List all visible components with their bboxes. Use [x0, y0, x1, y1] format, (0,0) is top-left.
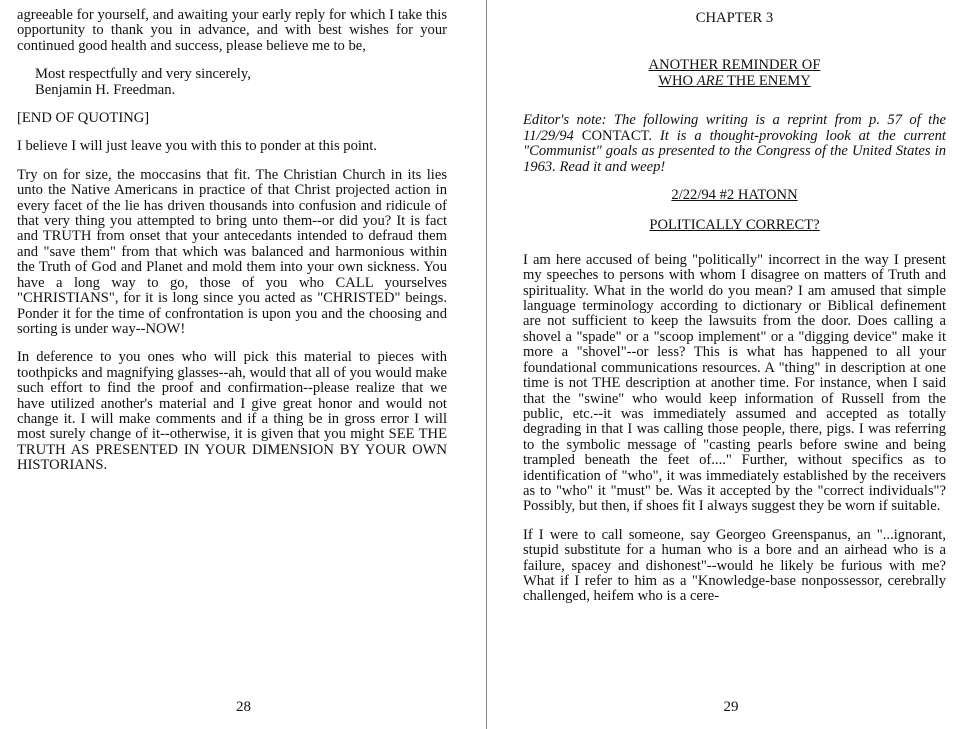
- book-gutter-divider: [486, 0, 487, 729]
- editors-note-lead: Editor's note: The following writing is a reprint from p. 57 of the 11/29/94: [523, 112, 946, 144]
- editors-note-contact: CONTACT.: [581, 127, 653, 144]
- title-who: WHO: [658, 73, 697, 90]
- editors-note-tail: It is a thought-provoking look at the current "Communist" goals as presented to the Congress of the United States in 1963. Read it and weep!: [523, 127, 946, 175]
- body-paragraph: I believe I will just leave you with this to ponder at this point.: [17, 138, 377, 155]
- signature-name: Benjamin H. Freedman.: [35, 81, 176, 98]
- title-are: ARE: [696, 73, 724, 90]
- body-paragraph: Try on for size, the moccasins that fit. The Christian Church in its lies unto the Native Americans in practice of that Christ projected action in every facet of the lie has driven thousands into confusion and ridicule of that very thing you attempted to bring unto them--or did you? It is fact and TRUTH from onset that your antecedants intended to defraud them and "save them" from that which was balanced and harmonious within the Truth of God and Planet and mold them into your own sickness. You have a long way to go, those of you who CALL yourselves "CHRISTIANS", for it is long since you acted as "CHRISTED" beings. Ponder it for the time of confrontation is upon you and the choosing and sorting is under way--NOW!: [17, 166, 447, 337]
- end-of-quoting: [END OF QUOTING]: [17, 110, 150, 127]
- chapter-heading: CHAPTER 3: [695, 10, 774, 26]
- body-paragraph: I am here accused of being "politically" incorrect in the way I present my speeches to persons with whom I disagree on matters of Truth and spirituality. What in the world do you mean? I am amused that simple language terminology according to dictionary or Biblical definement are not sufficient to keep the lawsuits from the door. Does calling a shovel a "spade" or a "scoop implement" or a "digging device" make it more a "shovel"--or less? This is what has happened to all your foundational communications resources. A "thing" in description at one time is not THE description at another time. For instance, when I said that the "swine" who would keep information of Russell from the public, etc.--it was immediately assumed and accepted as totally degrading in that I was calling those people, there, pigs. I was referring to the symbolic message of "casting pearls before swine and being trampled beneath the feet of...." Further, without specifics as to identification of "who", it was immediately established by the receivers as to "who" it "must" be. Was it accepted by the "correct individuals"? Possibly, but then, if shoes fit I always suggest they be worn if suitable.: [523, 251, 946, 515]
- chapter-title-line-1: ANOTHER REMINDER OF: [648, 57, 821, 74]
- closing-paragraph: agreeable for yourself, and awaiting your early reply for which I take this opportunity to thank you in advance, and with best wishes for your continued good health and success, please believe me to be,: [17, 7, 447, 54]
- page-number-left: 28: [236, 699, 251, 715]
- right-page: [488, 0, 974, 729]
- chapter-title-line-2: [523, 73, 946, 89]
- chapter-title: [523, 57, 946, 89]
- signature-salutation: Most respectfully and very sincerely,: [35, 66, 251, 83]
- page-number-right: 29: [723, 699, 739, 715]
- section-title: POLITICALLY CORRECT?: [649, 217, 820, 234]
- body-paragraph: If I were to call someone, say Georgeo Greenspanus, an "...ignorant, stupid substitute for a human who is a bore and an airhead who is a failure, spacey and dishonest"--would he likely be furious with me? What if I refer to him as a "Knowledge-base nonpossessor, cerebrally challenged, heifem who is a cere-: [523, 526, 946, 605]
- body-paragraph: In deference to you ones who will pick this material to pieces with toothpicks and magnifying glasses--ah, would that all of you would make such effort to find the proof and confirmation--please realize that we have utilized another's material and I give great honor and would not change it. I will make comments and if a thing be in gross error I will most surely change of it--otherwise, it is given that you might SEE THE TRUTH AS PRESENTED IN YOUR DIMENSION BY YOUR OWN HISTORIANS.: [17, 349, 447, 474]
- dateline: 2/22/94 #2 HATONN: [671, 187, 798, 204]
- editors-note: [523, 113, 946, 175]
- left-page-text: [17, 8, 447, 474]
- right-page-text: [523, 8, 946, 605]
- title-the-enemy: THE ENEMY: [723, 73, 811, 90]
